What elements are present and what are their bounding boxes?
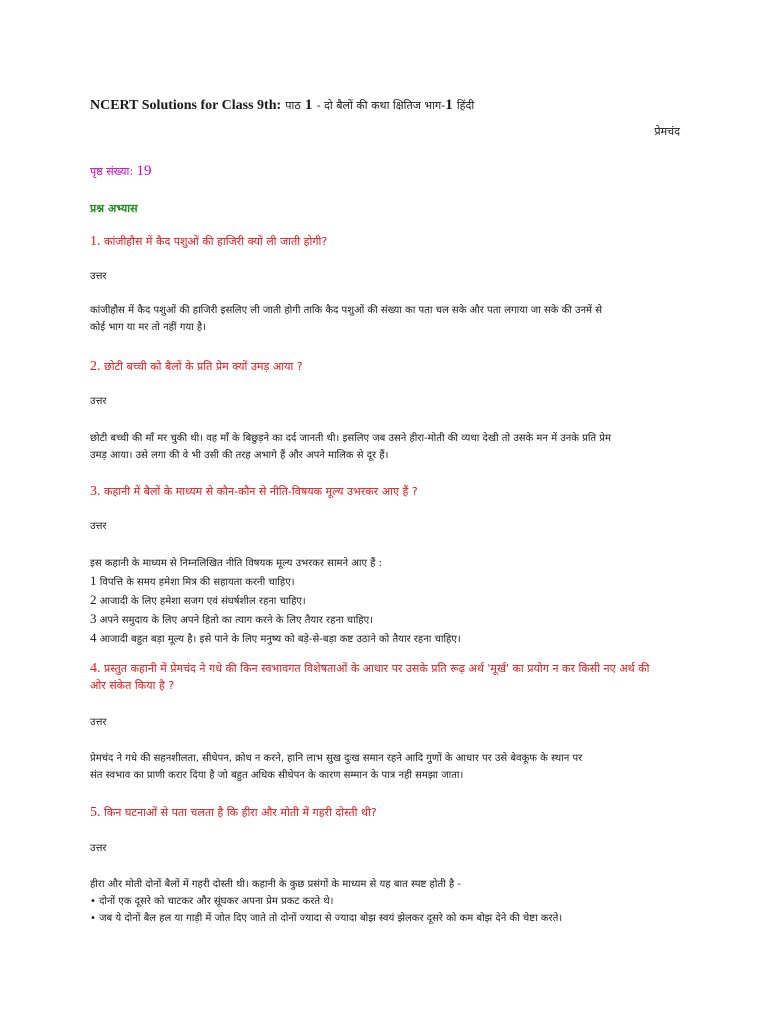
answer-line: उमड़ आया। उसे लगा की वे भी उसी की तरह अभागे हैं और अपने मालिक से दूर हैं। xyxy=(90,450,389,461)
question-text: किन घटनाओं से पता चलता है कि हीरा और मोती में गहरी दोस्ती थी? xyxy=(104,806,377,819)
author-name: प्रेमचंद xyxy=(654,125,680,138)
list-text: अपने समुदाय के लिए अपने हितो का त्याग करने के लिए तैयार रहना चाहिए। xyxy=(99,615,373,626)
title-lesson-number: 1 xyxy=(304,97,313,113)
list-number: 1 xyxy=(90,573,97,588)
title-english: NCERT Solutions for Class 9th: xyxy=(90,98,282,113)
answer-4 xyxy=(90,750,690,784)
list-number: 2 xyxy=(90,592,97,607)
question-text-line-1: प्रस्तुत कहानी में प्रेमचंद ने गधे की किन स्वभावगत विशेषताओं के आधार पर उसके प्रति रूढ़ अर्थ 'मूर्ख' का प्रयोग न कर किसी नए अर्थ की xyxy=(104,662,650,675)
question-text: छोटी बच्ची को बैलों के प्रति प्रेम क्यों उमड़ आया ? xyxy=(104,360,303,373)
question-number: 2. xyxy=(90,359,101,374)
answer-label: उत्तर xyxy=(90,717,107,728)
answer-label: उत्तर xyxy=(90,843,107,854)
question-number: 4. xyxy=(90,661,101,676)
answer-5 xyxy=(90,876,690,927)
page-count xyxy=(90,163,152,180)
list-item xyxy=(90,591,690,610)
page-count-label: पृष्ठ संख्या: xyxy=(90,165,134,178)
list-item xyxy=(90,572,690,591)
question-number: 1. xyxy=(90,234,101,249)
list-number: 4 xyxy=(90,630,97,645)
answer-1 xyxy=(90,302,690,336)
question-text-line-2: ओर संकेत किया है ? xyxy=(90,679,175,692)
answer-line: कोई भाग या मर तो नहीं गया है। xyxy=(90,322,207,333)
question-number: 3. xyxy=(90,484,101,499)
question-2 xyxy=(90,358,690,375)
question-5 xyxy=(90,804,690,821)
answer-line: संत स्वभाव का प्राणी करार दिया है जो बहुत अधिक सीधेपन के कारण सम्मान के पात्र नही समझा जाता। xyxy=(90,770,464,781)
answer-label: उत्तर xyxy=(90,396,107,407)
question-text: कांजीहौस में कैद पशुओं की हाजिरी क्यों ली जाती होगी? xyxy=(104,235,328,248)
answer-line: छोटी बच्ची की माँ मर चुकी थी। वह माँ के बिछुड़ने का दर्द जानती थी। इसलिए जब उसने हीरा-मोती की व्यथा देखी तो उसके मन में उनके प्रति प्रेम xyxy=(90,433,611,444)
section-heading: प्रश्न अभ्यास xyxy=(90,202,138,215)
list-text: आजादी बहुत बड़ा मूल्य है। इसे पाने के लिए मनुष्य को बड़े-से-बड़ा कष्ट उठाने को तैयार रहना चाहिए। xyxy=(99,634,461,645)
answer-line: प्रेमचंद ने गधे की सहनशीलता, सीधेपन, क्रोध न करने, हानि लाभ सुख दुःख समान रहने आदि गुणों के आधार पर उसे बेवकूफ के स्थान पर xyxy=(90,753,583,764)
title-hindi-lesson: पाठ xyxy=(285,99,301,112)
list-item xyxy=(90,610,690,629)
answer-3 xyxy=(90,555,690,648)
list-item xyxy=(90,629,690,648)
page-count-number: 19 xyxy=(136,163,152,179)
title-hindi-subject: हिंदी xyxy=(456,99,475,112)
answer-label: उत्तर xyxy=(90,271,107,282)
question-4 xyxy=(90,660,690,694)
question-number: 5. xyxy=(90,805,101,820)
answer-label: उत्तर xyxy=(90,521,107,532)
question-text: कहानी में बैलों के माध्यम से कौन-कौन से नीति-विषयक मूल्य उभरकर आए हैं ? xyxy=(104,485,418,498)
answer-line: हीरा और मोती दोनों बैलों में गहरी दोस्ती थी। कहानी के कुछ प्रसंगों के माध्यम से यह बात स्पष्ट होती है - xyxy=(90,879,462,890)
title-part-number: 1 xyxy=(445,97,453,113)
question-1 xyxy=(90,233,690,250)
answer-intro: इस कहानी के माध्यम से निम्नलिखित नीति विषयक मूल्य उभरकर सामने आए हैं : xyxy=(90,558,383,569)
answer-2 xyxy=(90,430,690,464)
document-title xyxy=(90,96,710,115)
question-3 xyxy=(90,483,690,500)
list-text: विपत्ति के समय हमेशा मित्र की सहायता करनी चाहिए। xyxy=(99,577,295,588)
title-hindi-chapter: - दो बैलों की कथा क्षितिज भाग- xyxy=(316,99,446,112)
list-text: आजादी के लिए हमेशा सजग एवं संघर्षशील रहना चाहिए। xyxy=(99,596,306,607)
answer-line: कांजीहौस में कैद पशुओं की हाजिरी इसलिए ली जाती होगी ताकि कैद पशुओं की संख्या का पता चल सके और पता लगाया जा सके की उनमें से xyxy=(90,305,602,316)
list-number: 3 xyxy=(90,611,97,626)
bullet-item: • दोनों एक दूसरे को चाटकर और सूंघकर अपना प्रेम प्रकट करते थे। xyxy=(90,896,334,907)
bullet-item: • जब ये दोनों बैल हल या गाड़ी में जोत दिए जाते तो दोनों ज्यादा से ज्यादा बोझ स्वयं झेलकर दूसरे को कम बोझ देने की चेष्टा करते। xyxy=(90,913,563,924)
